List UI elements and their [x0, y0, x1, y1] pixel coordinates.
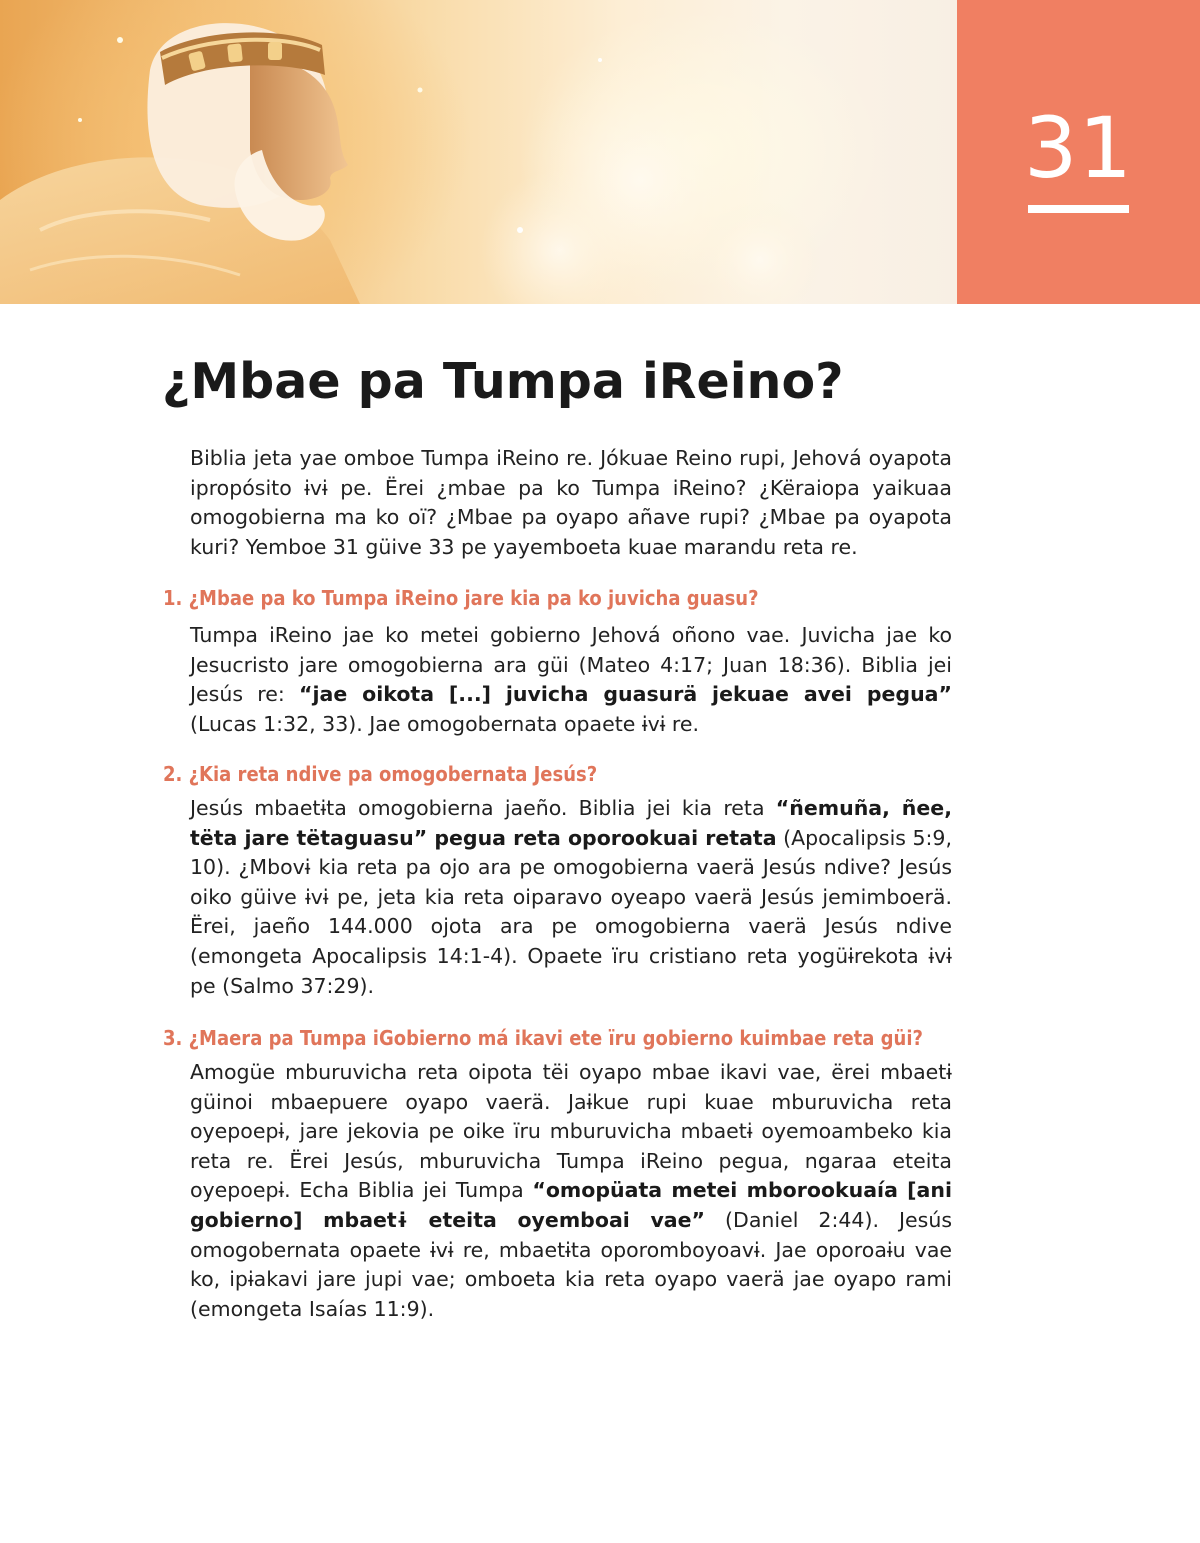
- answer-1: [190, 621, 952, 739]
- question-1: 1. ¿Mbae pa ko Tumpa iReino jare kia pa ko juvicha guasu?: [163, 586, 759, 610]
- answer-2-text: Jesús mbaetɨta omogobierna jaeño. Biblia jei kia reta: [190, 796, 776, 820]
- answer-1-text: Tumpa iReino jae ko metei gobierno Jehová oñono vae. Juvicha jae ko Jesucristo jare omogobierna ara güi (Mateo 4:17; Juan 18:36). Biblia jei Jesús re:: [190, 623, 952, 707]
- question-2: 2. ¿Kia reta ndive pa omogobernata Jesús?: [163, 762, 598, 786]
- answer-2: [190, 794, 952, 1001]
- chapter-badge: [957, 0, 1200, 304]
- answer-1-text-end: (Lucas 1:32, 33). Jae omogobernata opaete ɨvɨ re.: [190, 711, 700, 736]
- page-title: ¿Mbae pa Tumpa iReino?: [162, 353, 844, 410]
- answer-1-quote: “jae oikota [...] juvicha guasurä jekuae avei pegua”: [299, 682, 952, 707]
- answer-3-text-end: (Daniel 2:44). Jesús omogobernata opaete ɨvɨ re, mbaetɨta oporomboyoavɨ. Jae oporoaɨu vae ko, ipɨakavi jare jupi vae; omboeta kia reta oyapo vaerä jae oyapo rami (emongeta Isaías 11:9).: [190, 1207, 953, 1321]
- answer-3-text: Amogüe mburuvicha reta oipota tëi oyapo mbae ikavi vae, ërei mbaetɨ güinoi mbaepuere oyapo vaerä. Jaɨkue rupi kuae mburuvicha reta oyepoepɨ, jare jekovia pe oike ïru mburuvicha mbaetɨ oyemoambeko kia reta re. Ërei Jesús, mburuvicha Tumpa iReino pegua, ngaraa eteita oyepoepɨ. Echa Biblia jei Tumpa: [190, 1060, 952, 1203]
- chapter-number: 31: [1024, 99, 1133, 197]
- chapter-underline: [1028, 205, 1129, 213]
- answer-2-quote: “ñemuña, ñee, tëta jare tëtaguasu” pegua reta oporookuai retata: [190, 796, 952, 850]
- answer-3: [190, 1058, 952, 1324]
- question-3: 3. ¿Maera pa Tumpa iGobierno má ikavi ete ïru gobierno kuimbae reta güi?: [163, 1026, 923, 1050]
- answer-2-text-end: (Apocalipsis 5:9, 10). ¿Mbovɨ kia reta pa ojo ara pe omogobierna vaerä Jesús ndive? Jesús oiko güive ɨvɨ pe, jeta kia reta oiparavo oyeapo vaerä Jesús jemimboerä. Ërei, jaeño 144.000 ojota ara pe omogobierna vaerä Jesús ndive (emongeta Apocalipsis 14:1-4). Opaete ïru cristiano reta yogüɨrekota ɨvɨ pe (Salmo 37:29).: [190, 825, 952, 998]
- hero-image: [0, 0, 957, 304]
- intro-paragraph: Biblia jeta yae omboe Tumpa iReino re. Jókuae Reino rupi, Jehová oyapota ipropósito ɨvɨ pe. Ërei ¿mbae pa ko Tumpa iReino? ¿Këraiopa yaikuaa omogobierna ma ko oï? ¿Mbae pa oyapo añave rupi? ¿Mbae pa oyapota kuri? Yemboe 31 güive 33 pe yayemboeta kuae marandu reta re.: [190, 446, 952, 559]
- answer-3-quote: “omopüata metei mborookuaía [ani gobierno] mbaetɨ eteita oyemboai vae”: [190, 1178, 952, 1232]
- king-illustration: [0, 0, 957, 304]
